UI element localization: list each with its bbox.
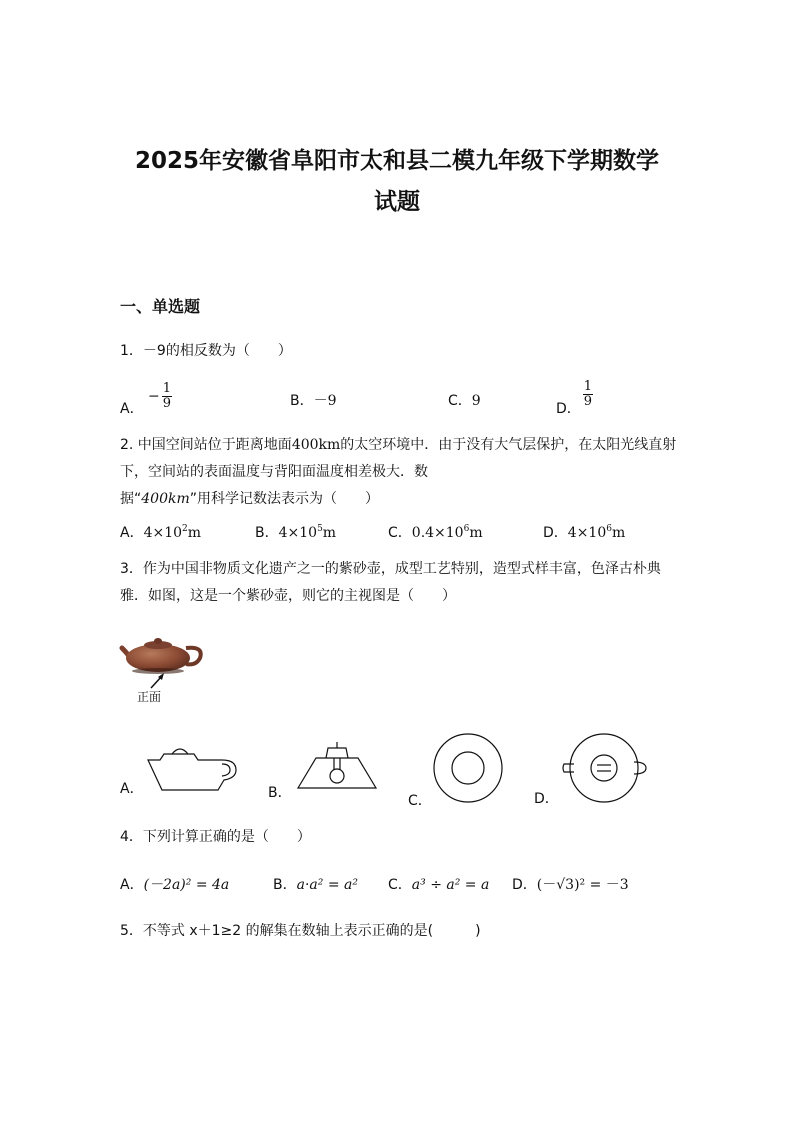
front-view-label: 正面 [137,690,162,704]
top-lid-circle [591,755,617,781]
q1-option-c-value: 9 [471,393,481,409]
q2-option-b-exp: 5 [317,524,323,534]
teapot-front-spout-circle [330,769,344,783]
q1-option-b [290,390,337,410]
teapot-side-handle [222,764,230,776]
q1-option-a-fraction [162,382,172,411]
q4-option-d-label: D． [512,877,537,893]
q2-option-d-unit: m [611,525,626,541]
q2-option-a-label: A． [120,525,144,541]
q3-option-b-figure [294,740,380,796]
outer-circle [434,734,502,802]
q4-option-c-expr: a³ ÷ a² = a [411,877,490,893]
q2-stem-part-a: 2. 中国空间站位于距离地面 [120,437,292,453]
q2-option-c-base: 0.4×10 [411,525,464,541]
teapot-side-lid [172,749,188,754]
question-5-stem: 5．不等式 x＋1≥2 的解集在数轴上表示正确的是( ) [120,923,481,939]
q1-option-c [448,390,481,410]
teapot-front-lid [326,748,348,758]
q4-option-a-expr: (－2a)² = 4a [143,877,230,893]
q3-option-b-label: B． [268,785,292,801]
section-heading: 一、单选题 [120,297,201,316]
q2-option-d-base: 4×10 [567,525,607,541]
q1-option-d [556,379,593,417]
q1-option-b-value: －9 [313,393,337,409]
q2-stem-data: 400km [141,491,190,507]
q2-stem-distance: 400km [291,437,341,453]
top-outer-circle [570,734,638,802]
q4-option-d-expr: (－√3)² = －3 [536,877,629,893]
q1-option-d-label: D． [556,400,581,417]
question-1-stem: 1．－9的相反数为（ ） [120,343,292,359]
q1-option-a [120,381,172,417]
teapot-knob-shape [154,638,162,644]
q2-option-b-base: 4×10 [278,525,318,541]
q2-stem-part-c: 的太空环境中．由于没有大气层保护，在太阳光线直射下，空间站的表面温度与背阳面温度相差极大．数据“ [120,437,677,507]
inner-circle [452,752,484,784]
q2-option-a-unit: m [187,525,202,541]
q3-option-a-label: A． [120,781,144,797]
q4-option-a-label: A． [120,877,144,893]
q4-option-b-expr: a·a² = a² [296,877,358,893]
document-title-line2: 试题 [374,189,420,215]
q4-option-c [388,874,489,894]
teapot-base-shadow [132,668,184,674]
q2-option-b-label: B． [255,525,279,541]
q4-option-c-label: C． [388,877,412,893]
top-spout [563,764,574,772]
q1-option-c-label: C． [448,393,472,409]
q1-option-a-den: 9 [162,396,172,411]
question-2-stem [120,432,680,513]
q1-option-d-num: 1 [583,379,593,394]
question-4-stem: 4．下列计算正确的是（ ） [120,829,311,845]
q4-option-d [512,874,629,894]
q4-option-a [120,874,229,894]
teapot-photo [118,624,208,706]
q3-option-c-label: C． [408,793,432,809]
q2-option-d [543,522,625,542]
q3-option-d-figure [560,732,650,804]
q1-option-a-sign: − [148,388,160,405]
top-handle [634,762,646,774]
q1-option-d-den: 9 [583,394,593,409]
q2-option-a [120,522,201,542]
q3-option-d-label: D． [534,791,559,807]
teapot-side-outline [148,754,236,790]
q2-option-d-exp: 6 [606,524,612,534]
q2-option-c-unit: m [469,525,483,541]
q2-option-c-label: C． [388,525,412,541]
q2-option-c-exp: 6 [463,524,470,534]
q2-option-a-exp: 2 [182,524,188,534]
q1-option-b-label: B． [290,393,314,409]
q2-option-b [255,522,336,542]
q2-option-c [388,522,483,542]
q1-option-d-fraction [583,380,593,409]
q1-option-a-label: A． [120,400,144,417]
document-title-line1: 2025年安徽省阜阳市太和县二模九年级下学期数学 [134,148,659,174]
q4-option-b [273,874,358,894]
question-3-stem: 3．作为中国非物质文化遗产之一的紫砂壶，成型工艺特别，造型式样丰富，色泽古朴典雅．如图，这是一个紫砂壶，则它的主视图是（ ） [120,561,661,604]
q2-option-b-unit: m [322,525,337,541]
q3-option-c-figure [432,732,504,804]
q2-option-a-base: 4×10 [143,525,183,541]
q3-option-a-figure [144,742,239,794]
q2-stem-part-e: ”用科学记数法表示为（ ） [189,491,380,507]
q4-option-b-label: B． [273,877,297,893]
q2-option-d-label: D． [543,525,568,541]
q1-option-a-num: 1 [162,381,172,396]
